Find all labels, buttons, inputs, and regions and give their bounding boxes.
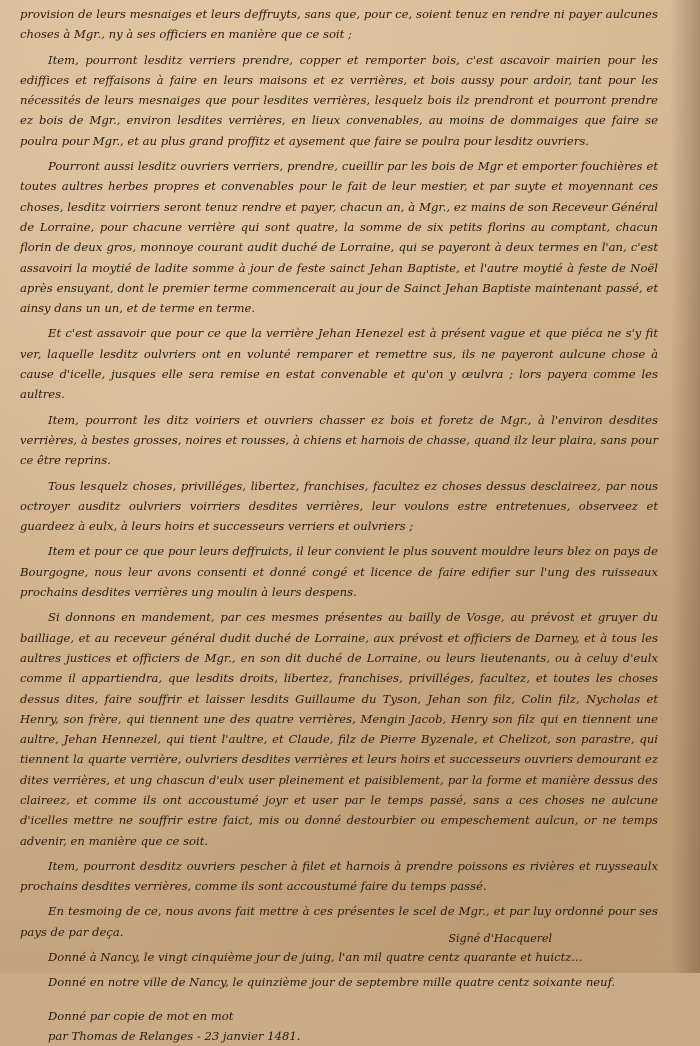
dated-line-nancy-juing: Donné à Nancy, le vingt cinquième jour de juing, l'an mil quatre centz quarante et huictz... — [48, 950, 583, 965]
copy-note-line-2: par Thomas de Relanges - 23 janvier 1481. — [48, 1028, 301, 1043]
dated-line-nancy-septembre: Donné en notre ville de Nancy, le quinzième jour de septembre mille quatre centz soixante neuf. — [48, 975, 616, 990]
paragraph-provision: provision de leurs mesnaiges et leurs deffruyts, sans que, pour ce, soient tenuz en rendre ni payer aulcunes choses à Mgr., ny à ses officiers en manière que ce soit ; — [20, 7, 658, 42]
paragraph-fouchieres: Pourront aussi lesditz ouvriers verriers, prendre, cueillir par les bois de Mgr et emporter fouchières et toutes aultres herbes propres et convenables pour le fait de leur mestier, et par suyte et moyennant ces choses, lesditz voirriers seront tenuz rendre et payer, chacun an, à Mgr., ez mains de son Receveur Général de Lorraine, pour chacune verrière qui sont quatre, la somme de six petits florins au comptant, chacun florin de deux gros, monnoye courant audit duché de Lorraine, qui se payeront à deux termes en l'an, c'est assavoiri la moytié de ladite somme à jour de feste sainct Jehan Baptiste, et l'autre moytié à feste de Noël après ensuyant, dont le premier terme commencerait au jour de Sainct Jehan Baptiste maintenant passé, et ainsy dans un un, et de terme en terme. — [20, 159, 658, 316]
paragraph-moulin: Item et pour ce que pour leurs deffruicts, il leur convient le plus souvent mouldre leurs blez on pays de Bourgogne, nous leur avons consenti et donné congé et licence de faire edifier sur l'ung des ruisseaux prochains desdites verrières ung moulin à leurs despens. — [20, 544, 658, 600]
paragraph-bois: Item, pourront lesditz verriers prendre, copper et remporter bois, c'est ascavoir mairien pour les ediffices et reffaisons à faire en leurs maisons et ez verrières, et bois aussy pour ardoir, tant pour les nécessités de leurs mesnaiges que pour lesdites verrières, lesquelz bois ilz prendront et pourront prendre ez bois de Mgr., environ lesdites verrières, en lieux convenables, au moins de dommaiges que faire se poulra pour Mgr., et au plus grand proffitz et aysement que faire se poulra pour lesditz ouvriers. — [20, 52, 658, 148]
paragraph-verriere-henezel: Et c'est assavoir que pour ce que la verrière Jehan Henezel est à présent vague et que piéca ne s'y fit ver, laquelle lesditz oulvriers ont en volunté remparer et remettre sus, ils ne payeront aulcune chose à cause d'icelle, jusques elle sera remise en estat convenable et qu'on y œulvra ; lors payera comme les aultres. — [20, 326, 658, 402]
signature: Signé d'Hacquerel — [448, 932, 552, 945]
paragraph-pesche: Item, pourront desditz ouvriers pescher à filet et harnois à prendre poissons es rivières et ruysseaulx prochains desdites verrières, comme ils sont accoustumé faire du temps passé. — [20, 858, 658, 894]
paragraph-chasse: Item, pourront les ditz voiriers et ouvriers chasser ez bois et foretz de Mgr., à l'environ desdites verrières, à bestes grosses, noires et rousses, à chiens et harnois de chasse, quand ilz leur plaira, sans pour ce être reprins. — [20, 412, 658, 468]
copy-note — [20, 1006, 658, 1046]
copy-note-line-1: Donné par copie de mot en mot — [48, 1008, 234, 1023]
paragraph-tesmoing: En tesmoing de ce, nous avons fait mettre à ces présentes le scel de Mgr., et par luy ordonné pour ses pays de par deça. — [20, 904, 658, 939]
paragraph-mandement: Si donnons en mandement, par ces mesmes présentes au bailly de Vosge, au prévost et gruyer du bailliage, et au receveur général dudit duché de Lorraine, aux prévost et officiers de Darney, et à tous les aultres justices et officiers de Mgr., en son dit duché de Lorraine, ou leurs lieutenants, ou à celuy d'eulx comme il appartiendra, que lesdits droits, libertez, franchises, privilléges, facultez, et toutes les choses dessus dites, faire souffrir et laisser lesdits Guillaume du Tyson, Jehan son filz, Colin filz, Nycholas et Henry, son frère, qui tiennent une des quatre verrières, Mengin Jacob, Henry son filz qui en tiennent une aultre, Jehan Hennezel, qui tient l'aultre, et Claude, filz de Pierre Byzenale, et Chelizot, son parastre, qui tiennent la quarte verrière, oulvriers desdites verrières et leurs hoirs et successeurs ouvriers demourant ez dites verrières, et ung chascun d'eulx user pleinement et paisiblement, par la forme et manière dessus des claireez, et comme ils ont accoustumé joyr et user par le temps passé, sans a ces choses ne aulcune d'icelles mettre ne souffrir estre faict, mis ou donné destourbier ou empeschement aulcun, or ne temps advenir, en manière que ce soit. — [20, 610, 658, 848]
paragraph-privileges: Tous lesquelz choses, privilléges, libertez, franchises, facultez ez choses dessus desclaireez, par nous octroyer ausditz oulvriers voirriers desdites verrières, leur voulons estre entretenues, observeez et guardeez à eulx, à leurs hoirs et successeurs verriers et oulvriers ; — [20, 478, 658, 534]
